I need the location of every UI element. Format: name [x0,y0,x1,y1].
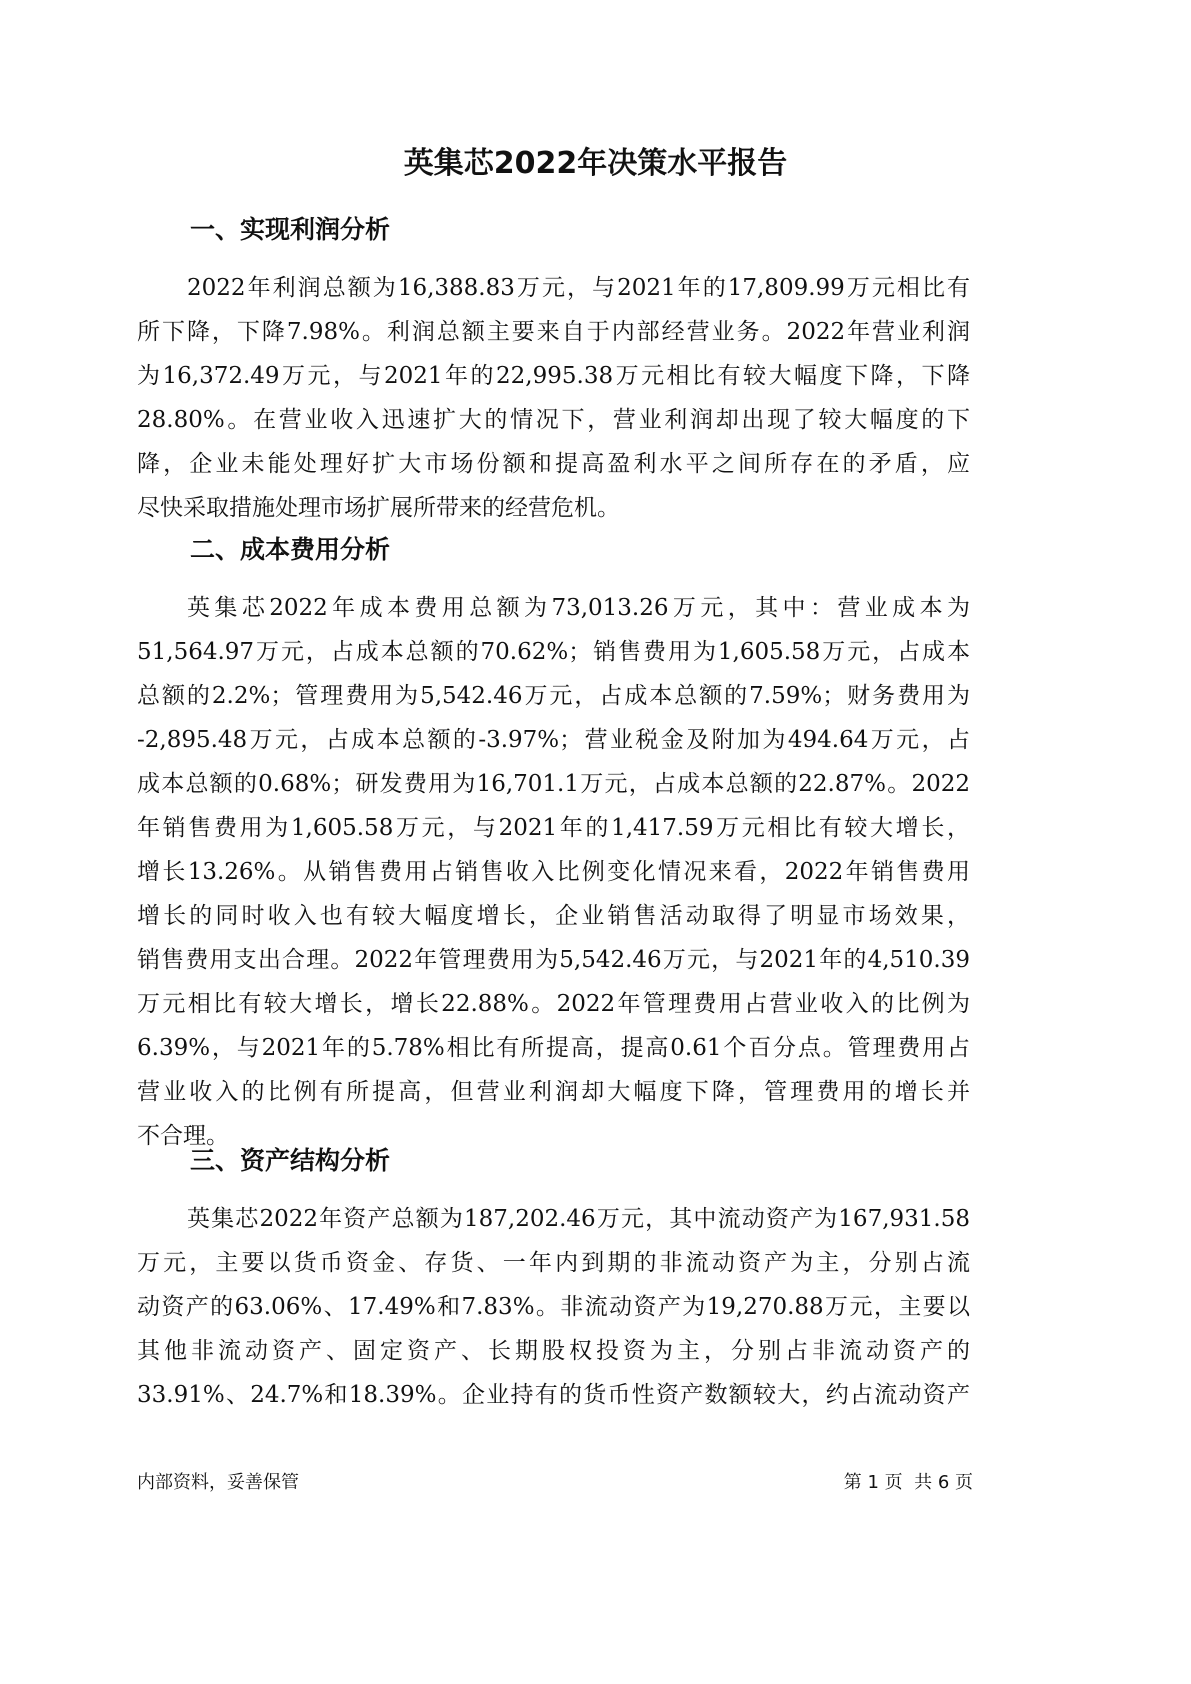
text-line: 销售费用支出合理。2022年管理费用为5,542.46万元，与2021年的4,510.39 [137,947,970,973]
paragraph-assets [137,1197,970,1417]
text-line: 降，企业未能处理好扩大市场份额和提高盈利水平之间所存在的矛盾，应 [137,451,970,477]
text-line: 其他非流动资产、固定资产、长期股权投资为主，分别占非流动资产的 [137,1338,970,1364]
text-line: 增长13.26%。从销售费用占销售收入比例变化情况来看，2022年销售费用 [137,859,970,885]
text-line: 增长的同时收入也有较大幅度增长，企业销售活动取得了明显市场效果， [137,903,970,929]
text-line: 英集芯2022年成本费用总额为73,013.26万元，其中：营业成本为 [187,595,970,621]
text-line: 6.39%，与2021年的5.78%相比有所提高，提高0.61个百分点。管理费用占 [137,1035,970,1061]
text-line: 成本总额的0.68%；研发费用为16,701.1万元，占成本总额的22.87%。2022 [137,771,970,797]
text-line: 所下降，下降7.98%。利润总额主要来自于内部经营业务。2022年营业利润 [137,319,970,345]
text-line: 28.80%。在营业收入迅速扩大的情况下，营业利润却出现了较大幅度的下 [137,407,970,433]
footer-confidential-note: 内部资料，妥善保管 [137,1472,299,1493]
text-line: 2022年利润总额为16,388.83万元，与2021年的17,809.99万元相比有 [187,275,970,301]
text-line: 尽快采取措施处理市场扩展所带来的经营危机。 [137,495,620,521]
text-line: 33.91%、24.7%和18.39%。企业持有的货币性资产数额较大，约占流动资产 [137,1382,970,1408]
text-line: 51,564.97万元，占成本总额的70.62%；销售费用为1,605.58万元，占成本 [137,639,970,665]
section-heading-profit: 一、实现利润分析 [190,215,391,244]
paragraph-profit [137,266,970,530]
text-line: 营业收入的比例有所提高，但营业利润却大幅度下降，管理费用的增长并 [137,1079,970,1105]
document-title: 英集芯2022年决策水平报告 [403,146,788,181]
text-line: 万元，主要以货币资金、存货、一年内到期的非流动资产为主，分别占流 [137,1250,970,1276]
text-line: 万元相比有较大增长，增长22.88%。2022年管理费用占营业收入的比例为 [137,991,970,1017]
text-line: 为16,372.49万元，与2021年的22,995.38万元相比有较大幅度下降，下降 [137,363,970,389]
paragraph-cost [137,586,970,1158]
section-heading-assets: 三、资产结构分析 [190,1146,391,1175]
text-line: -2,895.48万元，占成本总额的-3.97%；营业税金及附加为494.64万元，占 [137,727,970,753]
section-heading-cost: 二、成本费用分析 [190,535,391,564]
text-line: 不合理。 [137,1123,229,1149]
text-line: 动资产的63.06%、17.49%和7.83%。非流动资产为19,270.88万元，主要以 [137,1294,970,1320]
text-line: 总额的2.2%；管理费用为5,542.46万元，占成本总额的7.59%；财务费用为 [137,683,970,709]
text-line: 英集芯2022年资产总额为187,202.46万元，其中流动资产为167,931.58 [187,1206,970,1232]
text-line: 年销售费用为1,605.58万元，与2021年的1,417.59万元相比有较大增长， [137,815,970,841]
footer-page-number: 第 1 页 共 6 页 [843,1472,973,1493]
